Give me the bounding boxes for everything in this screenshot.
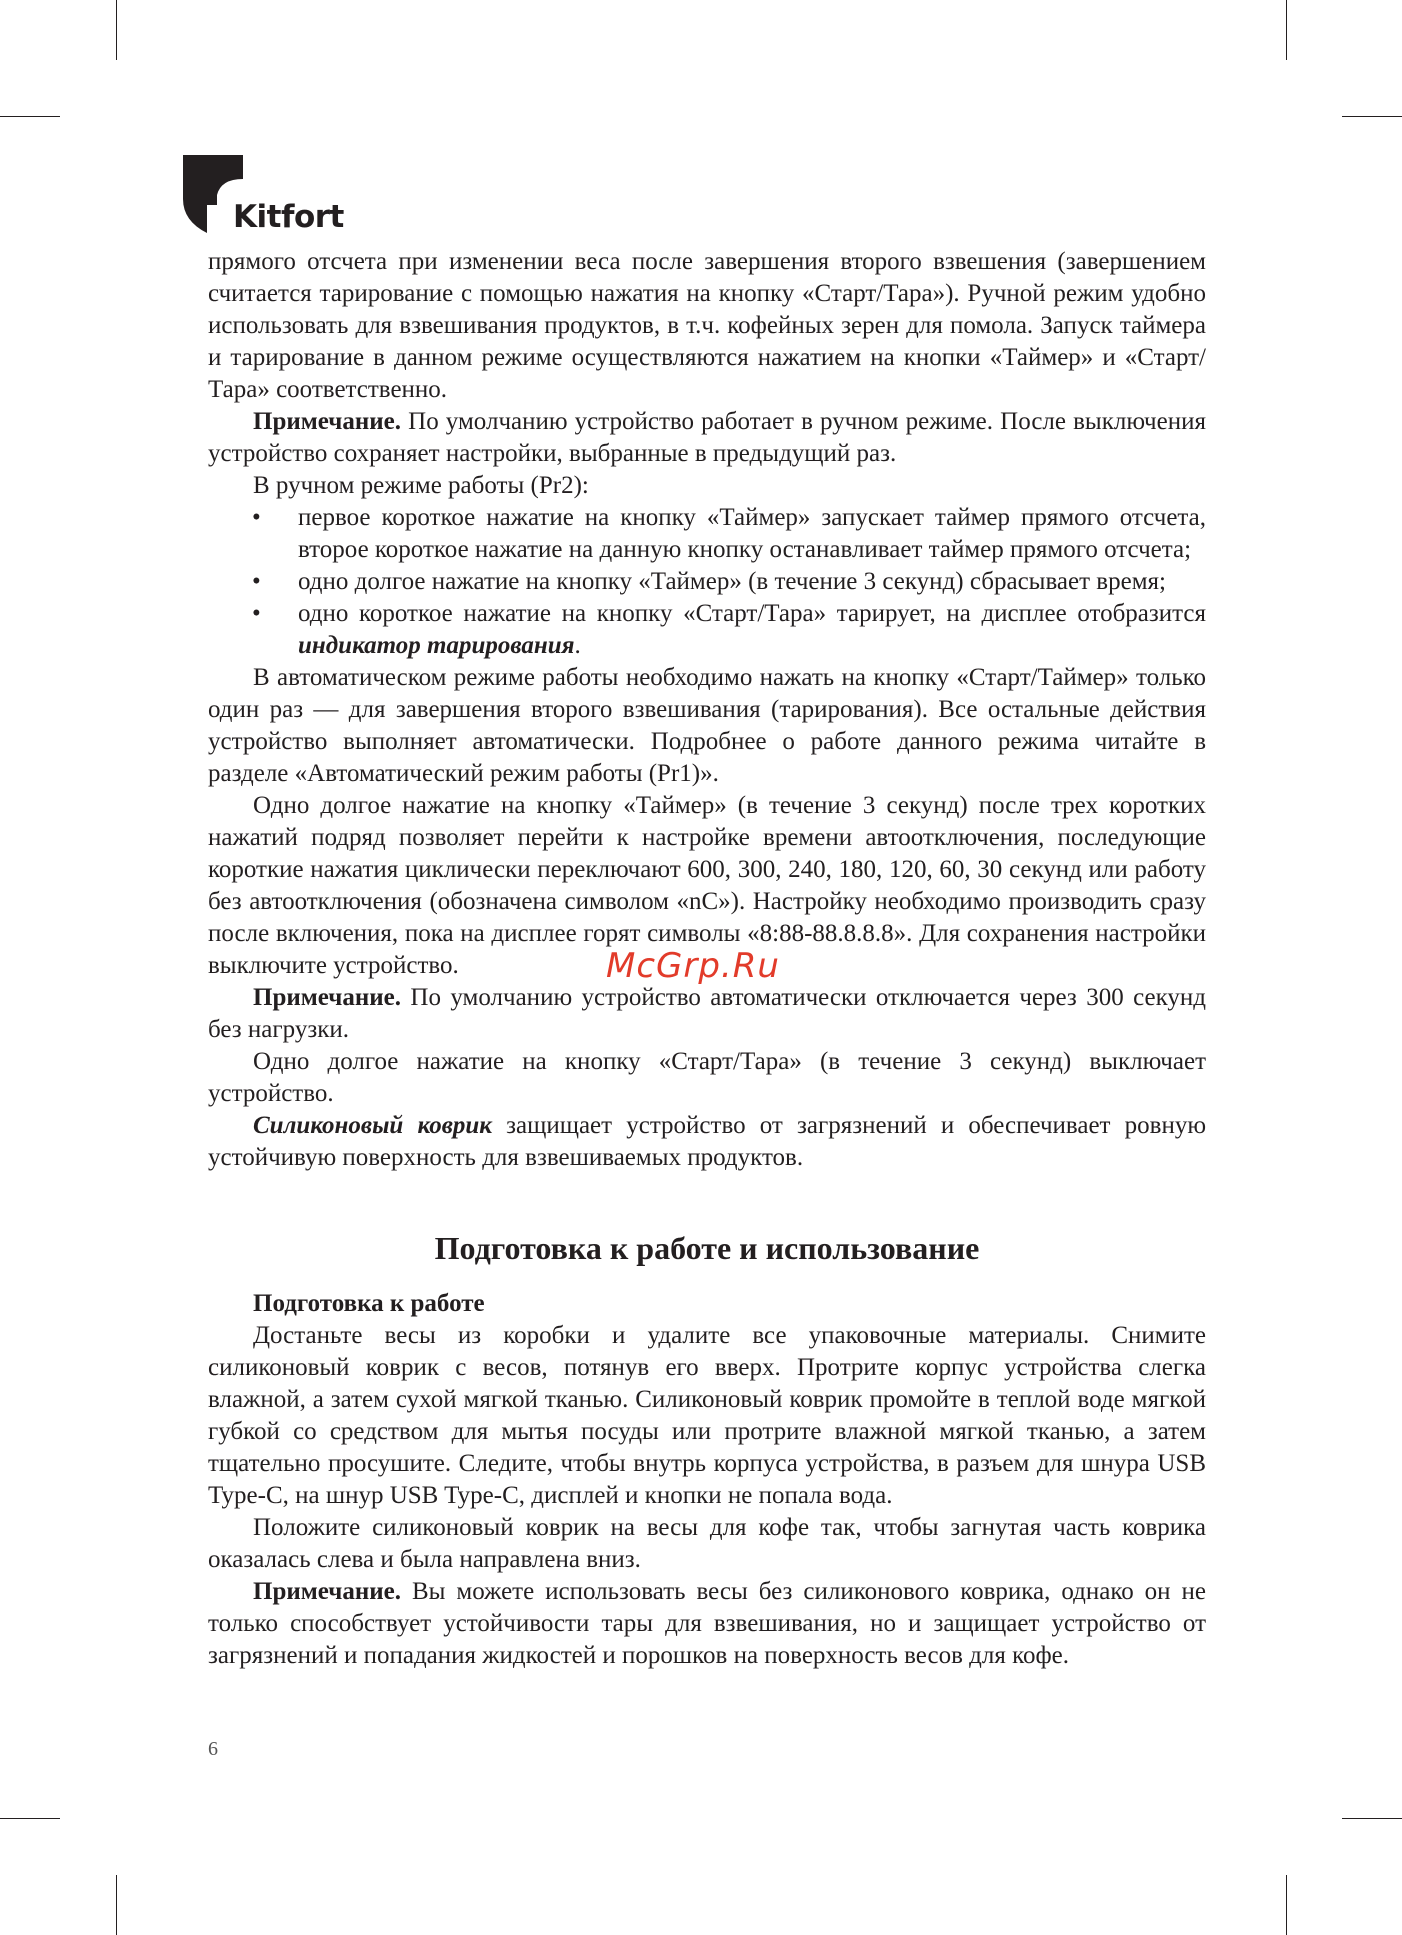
- list-item-text: первое короткое нажатие на кнопку «Таймер» запускает таймер прямого отсчета, второе короткое нажатие на данную кнопку останавливает таймер прямого отсчета;: [298, 504, 1206, 563]
- paragraph: Одно долгое нажатие на кнопку «Таймер» (в течение 3 секунд) после трех коротких нажатий подряд позволяет перейти к настройке времени автоотключения, последующие короткие нажатия циклически переключают 600, 300, 240, 180, 120, 60, 30 секунд или работу без автоотключения (обозначена символом «nC»). Настройку необходимо производить сразу после включения, пока на дисплее горят символы «8:88-88.8.8.8». Для сохранения настройки выключите устройство.: [208, 792, 1206, 979]
- bullet-list: [208, 502, 1206, 662]
- paragraph: Положите силиконовый коврик на весы для кофе так, чтобы загнутая часть коврика оказалась слева и была направлена вниз.: [208, 1514, 1206, 1573]
- emphasis: Силиконовый коврик: [253, 1112, 492, 1139]
- note-label: Примечание.: [253, 1578, 402, 1605]
- paragraph-text: защищает устройство от загрязнений и обеспечивает ровную устойчивую поверхность для взвешиваемых продуктов.: [208, 1112, 1206, 1171]
- crop-mark-top-left: [116, 0, 117, 60]
- subsection-title: Подготовка к работе: [253, 1290, 485, 1317]
- note-text: По умолчанию устройство автоматически отключается через 300 секунд без нагрузки.: [208, 984, 1206, 1043]
- paragraph: Достаньте весы из коробки и удалите все упаковочные материалы. Снимите силиконовый коврик с весов, потянув его вверх. Протрите корпус устройства слегка влажной, а затем сухой мягкой тканью. Силиконовый коврик промойте в теплой воде мягкой губкой со средством для мытья посуды или протрите влажной мягкой тканью, а затем тщательно просушите. Следите, чтобы внутрь корпуса устройства, в разъем для шнура USB Type-C, на шнур USB Type-C, дисплей и кнопки не попала вода.: [208, 1322, 1206, 1509]
- note-text: По умолчанию устройство работает в ручном режиме. После выключения устройство сохраняет настройки, выбранные в предыдущий раз.: [208, 408, 1206, 467]
- section-title: Подготовка к работе и использование: [434, 1230, 980, 1266]
- list-item-end: .: [574, 632, 581, 659]
- paragraph: прямого отсчета при изменении веса после завершения второго взвешения (завершением считается тарирование с помощью нажатия на кнопку «Старт/Тара»). Ручной режим удобно использовать для взвешивания продуктов, в т.ч. кофейных зерен для помола. Запуск таймера и тарирование в данном режиме осуществляются нажатием на кнопки «Таймер» и «Старт/Тара» соответственно.: [208, 248, 1206, 403]
- note-text: Вы можете использовать весы без силиконового коврика, однако он не только способствует устойчивости тары для взвешивания, но и защищает устройство от загрязнений и попадания жидкостей и порошков на поверхность весов для кофе.: [208, 1578, 1206, 1669]
- paragraph: В автоматическом режиме работы необходимо нажать на кнопку «Старт/Таймер» только один раз — для завершения второго взвешивания (тарирования). Все остальные действия устройство выполняет автоматически. Подробнее о работе данного режима читайте в разделе «Автоматический режим работы (Pr1)».: [208, 664, 1206, 787]
- paragraph: [208, 1110, 1206, 1174]
- crop-mark-left-top: [0, 116, 60, 117]
- list-item: [208, 566, 1206, 598]
- emphasis: индикатор тарирования: [298, 632, 575, 659]
- bullet-mark: •: [252, 504, 261, 531]
- crop-mark-top-right: [1286, 0, 1287, 60]
- note-paragraph: [208, 1576, 1206, 1672]
- note-label: Примечание.: [253, 984, 402, 1011]
- crop-mark-left-bottom: [0, 1818, 60, 1819]
- paragraph: В ручном режиме работы (Pr2):: [253, 472, 589, 499]
- list-item-text: одно долгое нажатие на кнопку «Таймер» (в течение 3 секунд) сбрасывает время;: [298, 568, 1166, 595]
- note-paragraph: [208, 406, 1206, 470]
- list-item: [208, 502, 1206, 566]
- crop-mark-right-bottom: [1342, 1818, 1402, 1819]
- list-item-text: одно короткое нажатие на кнопку «Старт/Тара» тарирует, на дисплее отобразится: [298, 600, 1206, 627]
- crop-mark-bottom-right: [1286, 1875, 1287, 1935]
- note-label: Примечание.: [253, 408, 402, 435]
- crop-mark-right-top: [1342, 116, 1402, 117]
- logo-text: Kitfort: [233, 199, 344, 235]
- bullet-mark: •: [252, 600, 261, 627]
- list-item: [208, 598, 1206, 662]
- page-number: 6: [208, 1738, 218, 1760]
- note-paragraph: [208, 982, 1206, 1046]
- paragraph: Одно долгое нажатие на кнопку «Старт/Тара» (в течение 3 секунд) выключает устройство.: [208, 1048, 1206, 1107]
- crop-mark-bottom-left: [116, 1875, 117, 1935]
- watermark: McGrp.Ru: [606, 946, 780, 986]
- bullet-mark: •: [252, 568, 261, 595]
